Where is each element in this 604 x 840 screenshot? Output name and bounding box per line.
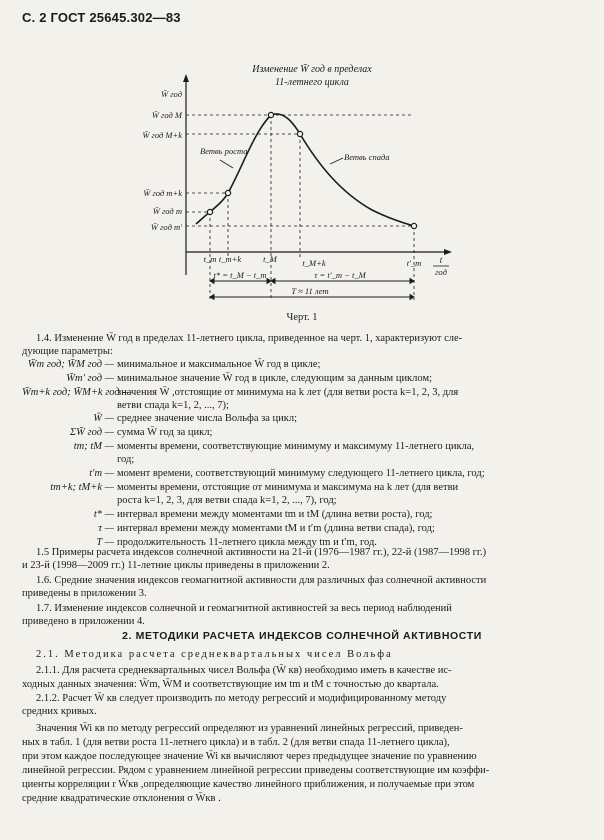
definition-line — [22, 412, 297, 425]
branch-rise-label: Ветвь роста — [200, 146, 248, 156]
definition-line — [22, 358, 320, 371]
y-label-wm-prime: W̄ год m′ — [150, 222, 182, 232]
para-1-5-line1: 1.5 Примеры расчета индексов солнечной активности на 21-й (1976—1987 гг.), 22-й (1987—1998 гг.) — [36, 547, 487, 558]
activity-curve — [196, 114, 414, 226]
x-label-tM: t_M — [263, 254, 277, 264]
definition-symbol: t* — — [93, 509, 114, 520]
figure-title-line2: 11-летнего цикла — [275, 77, 349, 88]
definition-text: сумма W̄ год за цикл; — [117, 427, 213, 438]
definition-symbol: t′m — — [89, 468, 114, 479]
definition-text: интервал времени между моментами tM и t′m (длина ветви спада), год; — [117, 523, 435, 534]
para-values-line1: Значения W̄i кв по методу регрессий определяют из уравнений линейных регрессий, приведен- — [36, 723, 463, 734]
y-label-wmk: W̄ год m+k — [143, 188, 182, 198]
definition-text: интервал времени между моментами tm и tM (длина ветви роста), год; — [117, 509, 433, 520]
y-label-wM: W̄ год M — [151, 110, 182, 120]
para-1-7-line2: приведено в приложении 4. — [22, 616, 145, 627]
para-values-line4: линейной регрессии. Рядом с уравнением линейной регрессии приведены соответствующие им коэффи- — [22, 765, 490, 776]
definition-symbol: τ — — [98, 523, 114, 534]
para-1-5-line2: и 23-й (1998—2009 гг.) 11-летние циклы приведены в приложении 2. — [22, 560, 330, 571]
definition-line — [22, 508, 432, 521]
definition-symbol: tm+k; tM+k — — [50, 482, 114, 493]
definition-line — [22, 426, 212, 439]
definition-line — [22, 372, 432, 385]
x-label-tm: t_m — [203, 254, 217, 264]
definition-line — [22, 453, 134, 466]
definition-text: минимальное и максимальное W̄ год в цикле; — [117, 359, 321, 370]
definition-text: минимальное значение W̄ год в цикле, следующим за данным циклом; — [117, 373, 433, 384]
x-axis-label: t — [439, 255, 443, 265]
para-2-1-1-line2: ходных данных значения: W̄m, W̄M и соответствующие им tm и tM с точностью до квартала. — [22, 679, 439, 690]
definition-symbol: ΣW̄ год — — [69, 427, 114, 438]
t-star-label: t* = t_M − t_m — [213, 270, 267, 280]
para-values-line3: при этом каждое последующее значение W̄i кв вычисляют через предыдущее значение по уравнению — [22, 751, 477, 762]
tau-label: τ = t′_m − t_M — [314, 270, 366, 280]
definition-line — [22, 467, 485, 480]
definition-line — [22, 386, 458, 399]
definition-line — [22, 522, 435, 535]
definition-text: момент времени, соответствующий минимуму следующего 11-летнего цикла, год; — [117, 468, 485, 479]
para-2-1-2-line1: 2.1.2. Расчет W̄ кв следует производить по методу регрессий и модифицированному методу — [36, 693, 447, 704]
definition-symbol: T — — [96, 537, 114, 548]
definition-line — [22, 440, 474, 453]
para-1-4-line1: 1.4. Изменение W̄ год в пределах 11-летнего цикла, приведенное на черт. 1, характеризуют сле- — [36, 333, 463, 344]
definition-text: моменты времени, отстоящие от минимума и максимума на k лет (для ветви — [117, 482, 459, 493]
section-2-heading: 2. МЕТОДИКИ РАСЧЕТА ИНДЕКСОВ СОЛНЕЧНОЙ АКТИВНОСТИ — [122, 630, 482, 642]
x-label-tMk: t_M+k — [302, 258, 326, 268]
definition-symbol: W̄m год; W̄M год — — [27, 359, 114, 370]
definition-text: продолжительность 11-летнего цикла между tm и t′m, год. — [117, 537, 377, 548]
definition-line — [22, 494, 337, 507]
para-values-line6: средние квадратические отклонения σ W̄кв . — [22, 793, 221, 804]
definition-text: роста k=1, 2, 3, для ветви спада k=1, 2, ..., 7), год; — [117, 495, 337, 506]
branch-fall-label: Ветвь спада — [344, 152, 390, 162]
para-2-1-1-line1: 2.1.1. Для расчета среднеквартальных чисел Вольфа (W̄ кв) необходимо иметь в качестве ис- — [36, 665, 452, 676]
x-label-tm-prime: t′_m — [406, 258, 422, 268]
para-1-4-line2: дующие параметры: — [22, 346, 113, 357]
definition-symbol: W̃ — — [93, 413, 114, 424]
x-axis-unit: год — [435, 267, 447, 277]
para-2-1-2-line2: средних кривых. — [22, 706, 97, 717]
x-label-tmk: t_m+k — [218, 254, 242, 264]
page-header: С. 2 ГОСТ 25645.302—83 — [22, 10, 181, 25]
figure-title-line1: Изменение W̄ год в пределах — [252, 64, 372, 75]
solar-cycle-figure — [0, 0, 604, 320]
para-1-6-line1: 1.6. Средние значения индексов геомагнитной активности для различных фаз солнечной активности — [36, 575, 487, 586]
para-2-1: 2.1. Методика расчета среднеквартальных чисел Вольфа — [36, 649, 393, 660]
definition-text: значения W̄ ,отстоящие от минимума на k лет (для ветви роста k=1, 2, 3, для — [117, 387, 459, 398]
para-1-6-line2: приведены в приложении 3. — [22, 588, 147, 599]
x-axis-arrow — [444, 249, 452, 255]
para-values-line5: циенты корреляции r W̄кв ,определяющие качество линейного приближения, и получаемые при этом — [22, 779, 475, 790]
definition-text: ветви спада k=1, 2, ..., 7); — [117, 400, 229, 411]
figure-caption: Черт. 1 — [286, 312, 318, 323]
definition-symbol: W̄m′ год — — [66, 373, 114, 384]
definition-line — [22, 399, 229, 412]
y-axis-arrow — [183, 74, 189, 82]
definition-symbol: tm; tM — — [73, 441, 114, 452]
definition-text: моменты времени, соответствующие минимуму и максимуму 11-летнего цикла, — [117, 441, 475, 452]
para-values-line2: ных в табл. 1 (для ветви роста 11-летнего цикла) и в табл. 2 (для ветви спада 11-летнего цикла), — [22, 737, 450, 748]
definition-text: год; — [117, 454, 135, 465]
y-label-wMk: W̄ год M+k — [142, 130, 182, 140]
definition-line — [22, 481, 458, 494]
y-label-w: W̄ год — [161, 89, 182, 99]
y-label-wm: W̄ год m — [152, 206, 182, 216]
period-label: T ≈ 11 лет — [291, 286, 329, 296]
definition-text: среднее значение числа Вольфа за цикл; — [117, 413, 298, 424]
para-1-7-line1: 1.7. Изменение индексов солнечной и геомагнитной активностей за весь период наблюдений — [36, 603, 452, 614]
definition-symbol: W̄m+k год; W̄M+k год — — [22, 387, 132, 398]
